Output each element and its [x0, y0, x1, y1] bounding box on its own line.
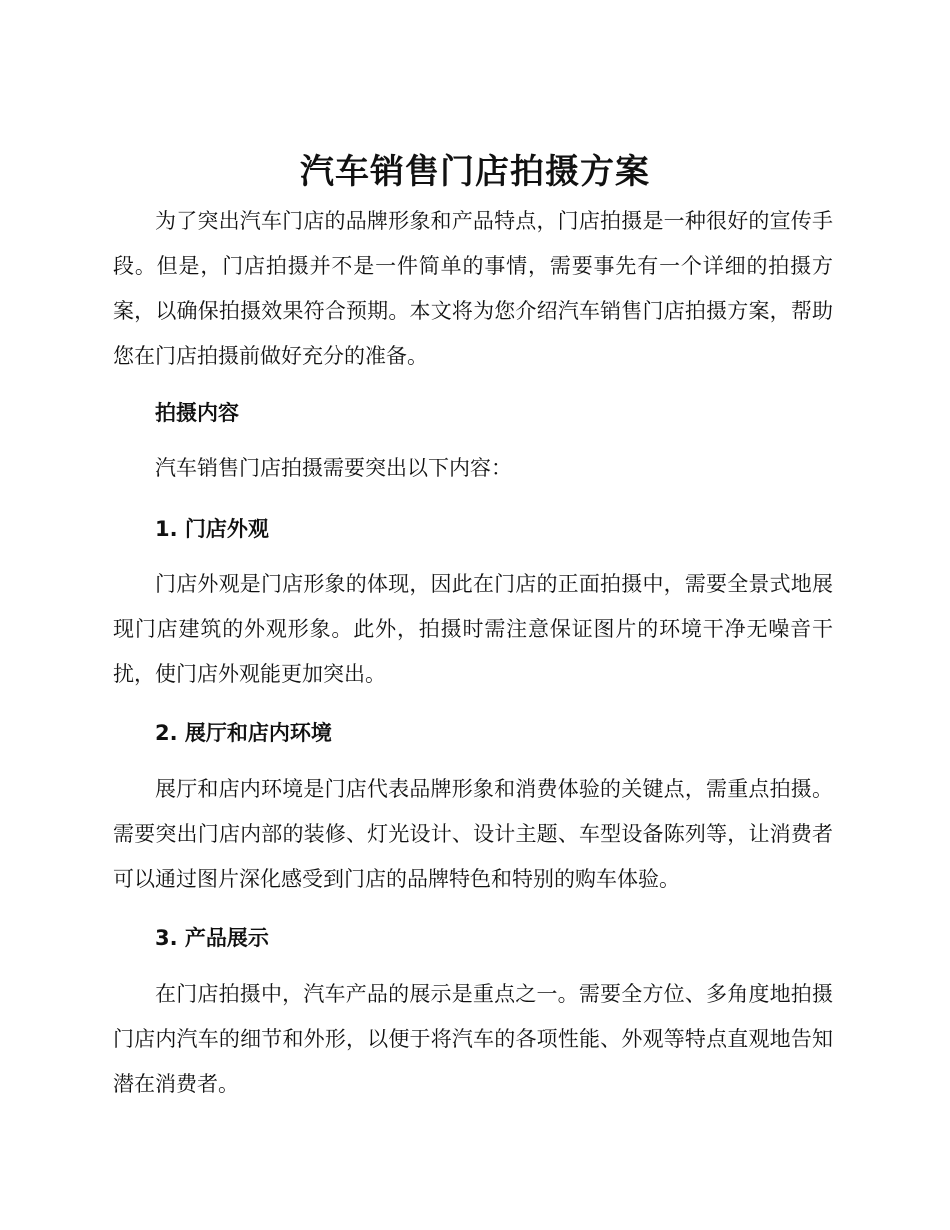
item-paragraph-storefront: 门店外观是门店形象的体现，因此在门店的正面拍摄中，需要全景式地展现门店建筑的外观形象。此外，拍摄时需注意保证图片的环境干净无噪音干扰，使门店外观能更加突出。 [113, 572, 833, 686]
intro-paragraph: 为了突出汽车门店的品牌形象和产品特点，门店拍摄是一种很好的宣传手段。但是，门店拍摄并不是一件简单的事情，需要事先有一个详细的拍摄方案，以确保拍摄效果符合预期。本文将为您介绍汽车销售门店拍摄方案，帮助您在门店拍摄前做好充分的准备。 [113, 209, 833, 368]
item-paragraph-product-display: 在门店拍摄中，汽车产品的展示是重点之一。需要全方位、多角度地拍摄门店内汽车的细节和外形，以便于将汽车的各项性能、外观等特点直观地告知潜在消费者。 [113, 982, 833, 1096]
section-heading: 拍摄内容 [155, 401, 239, 425]
item-paragraph-showroom: 展厅和店内环境是门店代表品牌形象和消费体验的关键点，需重点拍摄。需要突出门店内部的装修、灯光设计、设计主题、车型设备陈列等，让消费者可以通过图片深化感受到门店的品牌特色和特别的购车体验。 [113, 777, 833, 891]
document-title: 汽车销售门店拍摄方案 [300, 152, 650, 192]
item-heading-product-display: 3. 产品展示 [155, 926, 269, 950]
item-heading-storefront: 1. 门店外观 [155, 517, 269, 541]
item-heading-showroom: 2. 展厅和店内环境 [155, 721, 332, 745]
section-intro-paragraph: 汽车销售门店拍摄需要突出以下内容： [155, 456, 512, 480]
